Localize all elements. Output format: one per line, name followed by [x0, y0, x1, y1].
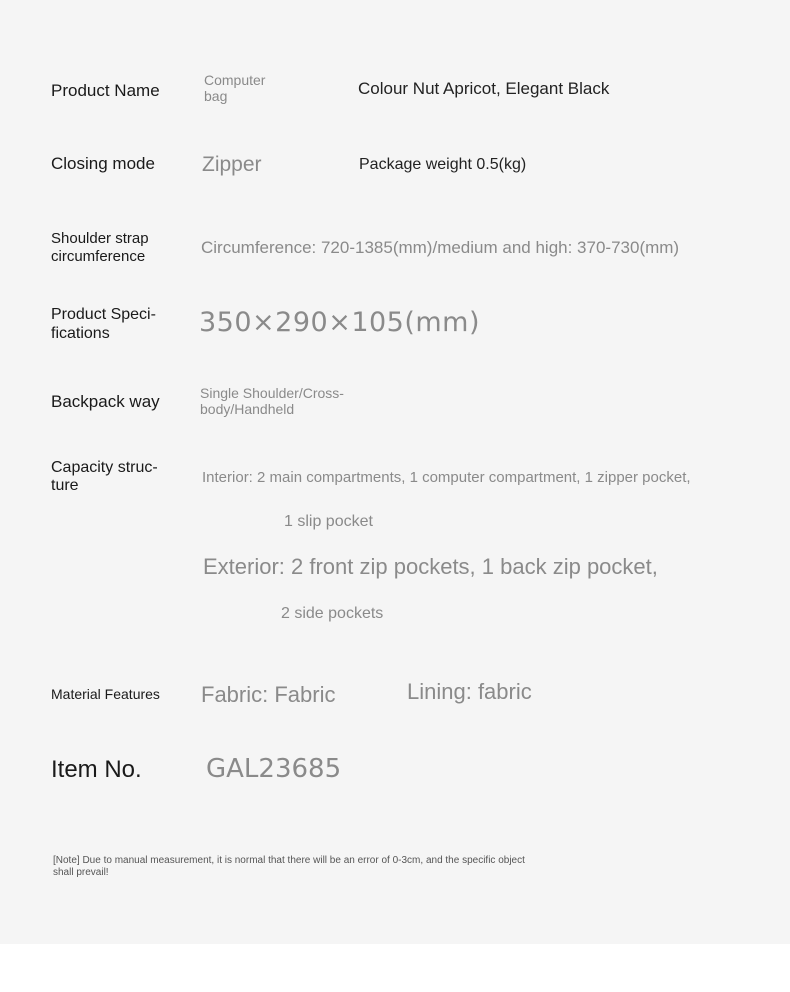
capacity-structure-label [51, 459, 158, 495]
product-name-value [204, 72, 265, 104]
capacity-interior-line1: Interior: 2 main compartments, 1 computer compartment, 1 zipper pocket, [202, 469, 691, 486]
shoulder-strap-value: Circumference: 720-1385(mm)/medium and high: 370-730(mm) [201, 238, 680, 257]
item-no-label: Item No. [51, 756, 142, 783]
measurement-note-line2: shall prevail! [53, 866, 109, 878]
capacity-exterior-line2: 2 side pockets [281, 605, 384, 622]
capacity-structure-label-line2: ture [51, 477, 79, 494]
backpack-way-value-line1: Single Shoulder/Cross- [200, 385, 344, 401]
product-name-value-line2: bag [204, 88, 228, 104]
capacity-interior-line2: 1 slip pocket [284, 513, 373, 530]
product-specifications-label [51, 305, 156, 343]
measurement-note-line1: [Note] Due to manual measurement, it is normal that there will be an error of 0-3cm, and the specific object [53, 855, 525, 866]
backpack-way-label: Backpack way [51, 392, 160, 411]
product-specifications-label-line1: Product Speci- [51, 306, 156, 323]
product-name-value-line1: Computer [204, 72, 266, 88]
capacity-exterior-line1: Exterior: 2 front zip pockets, 1 back zip pocket, [203, 554, 658, 579]
material-lining-value: Lining: fabric [407, 679, 532, 704]
product-specifications-label-line2: fications [51, 325, 110, 342]
package-weight-value: Package weight 0.5(kg) [359, 156, 527, 173]
material-fabric-value: Fabric: Fabric [201, 682, 336, 707]
colour-value: Colour Nut Apricot, Elegant Black [358, 79, 610, 98]
material-features-label: Material Features [51, 686, 160, 702]
product-name-label: Product Name [51, 81, 160, 100]
closing-mode-value: Zipper [202, 153, 262, 176]
backpack-way-value-line2: body/Handheld [200, 401, 295, 417]
backpack-way-value [200, 385, 344, 417]
measurement-note [53, 855, 525, 878]
product-specifications-value: 350×290×105(mm) [199, 307, 481, 338]
capacity-structure-label-line1: Capacity struc- [51, 459, 158, 476]
shoulder-strap-label-line2: circumference [51, 248, 146, 265]
item-no-value: GAL23685 [206, 754, 342, 784]
closing-mode-label: Closing mode [51, 154, 155, 173]
shoulder-strap-label [51, 230, 149, 266]
shoulder-strap-label-line1: Shoulder strap [51, 230, 149, 247]
